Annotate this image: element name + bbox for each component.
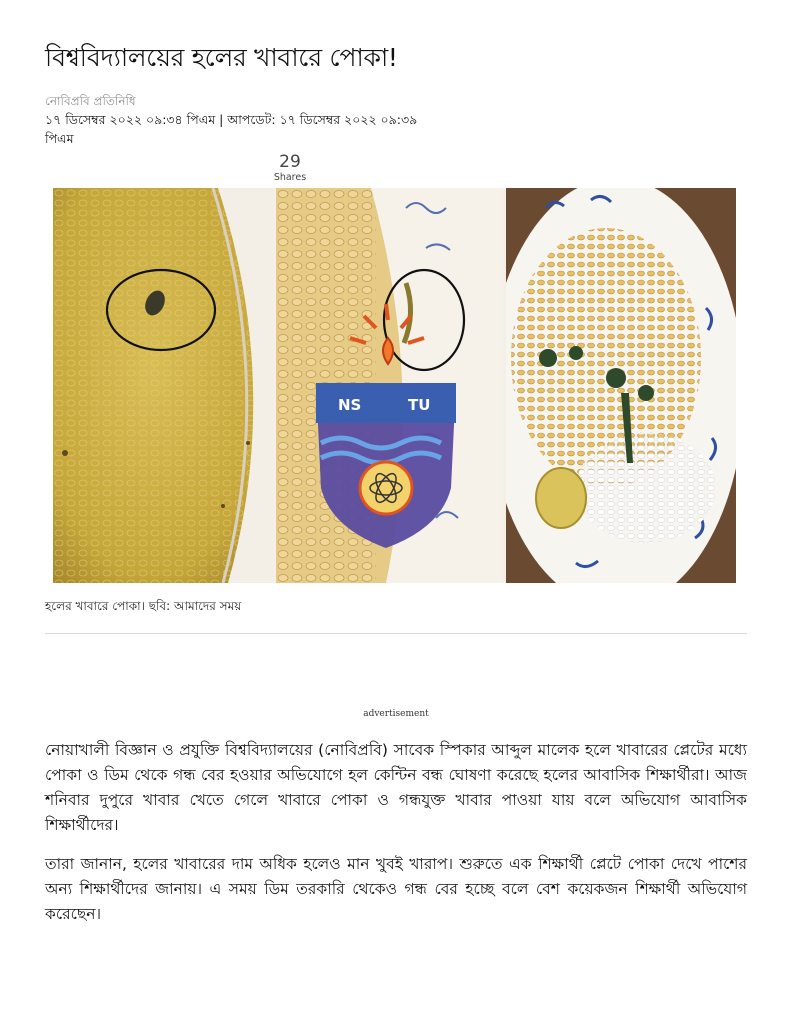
rice-plate-image	[276, 188, 503, 583]
advertisement-label: advertisement	[363, 709, 429, 719]
article-body	[45, 738, 747, 941]
article-title: বিশ্ববিদ্যালয়ের হলের খাবারে পোকা!	[45, 43, 398, 72]
article-photo	[53, 188, 736, 583]
photo-panel-soup	[53, 188, 273, 583]
share-count: 29	[279, 152, 301, 172]
logo-text-right: TU	[408, 396, 431, 414]
article-container	[45, 40, 747, 923]
egg-curry-image	[506, 188, 736, 583]
article-paragraph: তারা জানান, হলের খাবারের দাম অধিক হলেও মান খুবই খারাপ। শুরুতে এক শিক্ষার্থী প্লেটে পোকা দেখে পাশের অন্য শিক্ষার্থীদের জানায়। এ সময় ডিম তরকারি থেকেও গন্ধ বের হচ্ছে বলে বেশ কয়েকজন শিক্ষার্থী অভিযোগ করেছেন।	[45, 855, 747, 923]
photo-panel-rice-logo	[276, 188, 503, 583]
article-paragraph: নোয়াখালী বিজ্ঞান ও প্রযুক্তি বিশ্ববিদ্যালয়ের (নোবিপ্রবি) সাবেক স্পিকার আব্দুল মালেক হলে খাবারের প্লেটের মধ্যে পোকা ও ডিম থেকে গন্ধ বের হওয়ার অভিযোগে হল কেন্টিন বন্ধ ঘোষণা করেছে হলের আবাসিক শিক্ষার্থীরা। আজ শনিবার দুপুরে খাবার খেতে গেলে খাবারে পোকা ও গন্ধযুক্ত খাবার পাওয়া যায় বলে অভিযোগ আবাসিক শিক্ষার্থীদের।	[45, 741, 747, 834]
logo-text-left: NS	[338, 396, 362, 414]
share-counter[interactable]	[265, 152, 315, 184]
article-byline[interactable]: নোবিপ্রবি প্রতিনিধি	[45, 94, 136, 108]
article-dateline: ১৭ ডিসেম্বর ২০২২ ০৯:৩৪ পিএম | আপডেট: ১৭ ডিসেম্বর ২০২২ ০৯:৩৯ পিএম	[45, 112, 418, 146]
share-label: Shares	[273, 172, 307, 183]
photo-panel-egg-curry	[506, 188, 736, 583]
soup-bowl-image	[53, 188, 273, 583]
divider	[45, 633, 747, 634]
photo-caption: হলের খাবারে পোকা। ছবি: আমাদের সময়	[45, 599, 242, 613]
